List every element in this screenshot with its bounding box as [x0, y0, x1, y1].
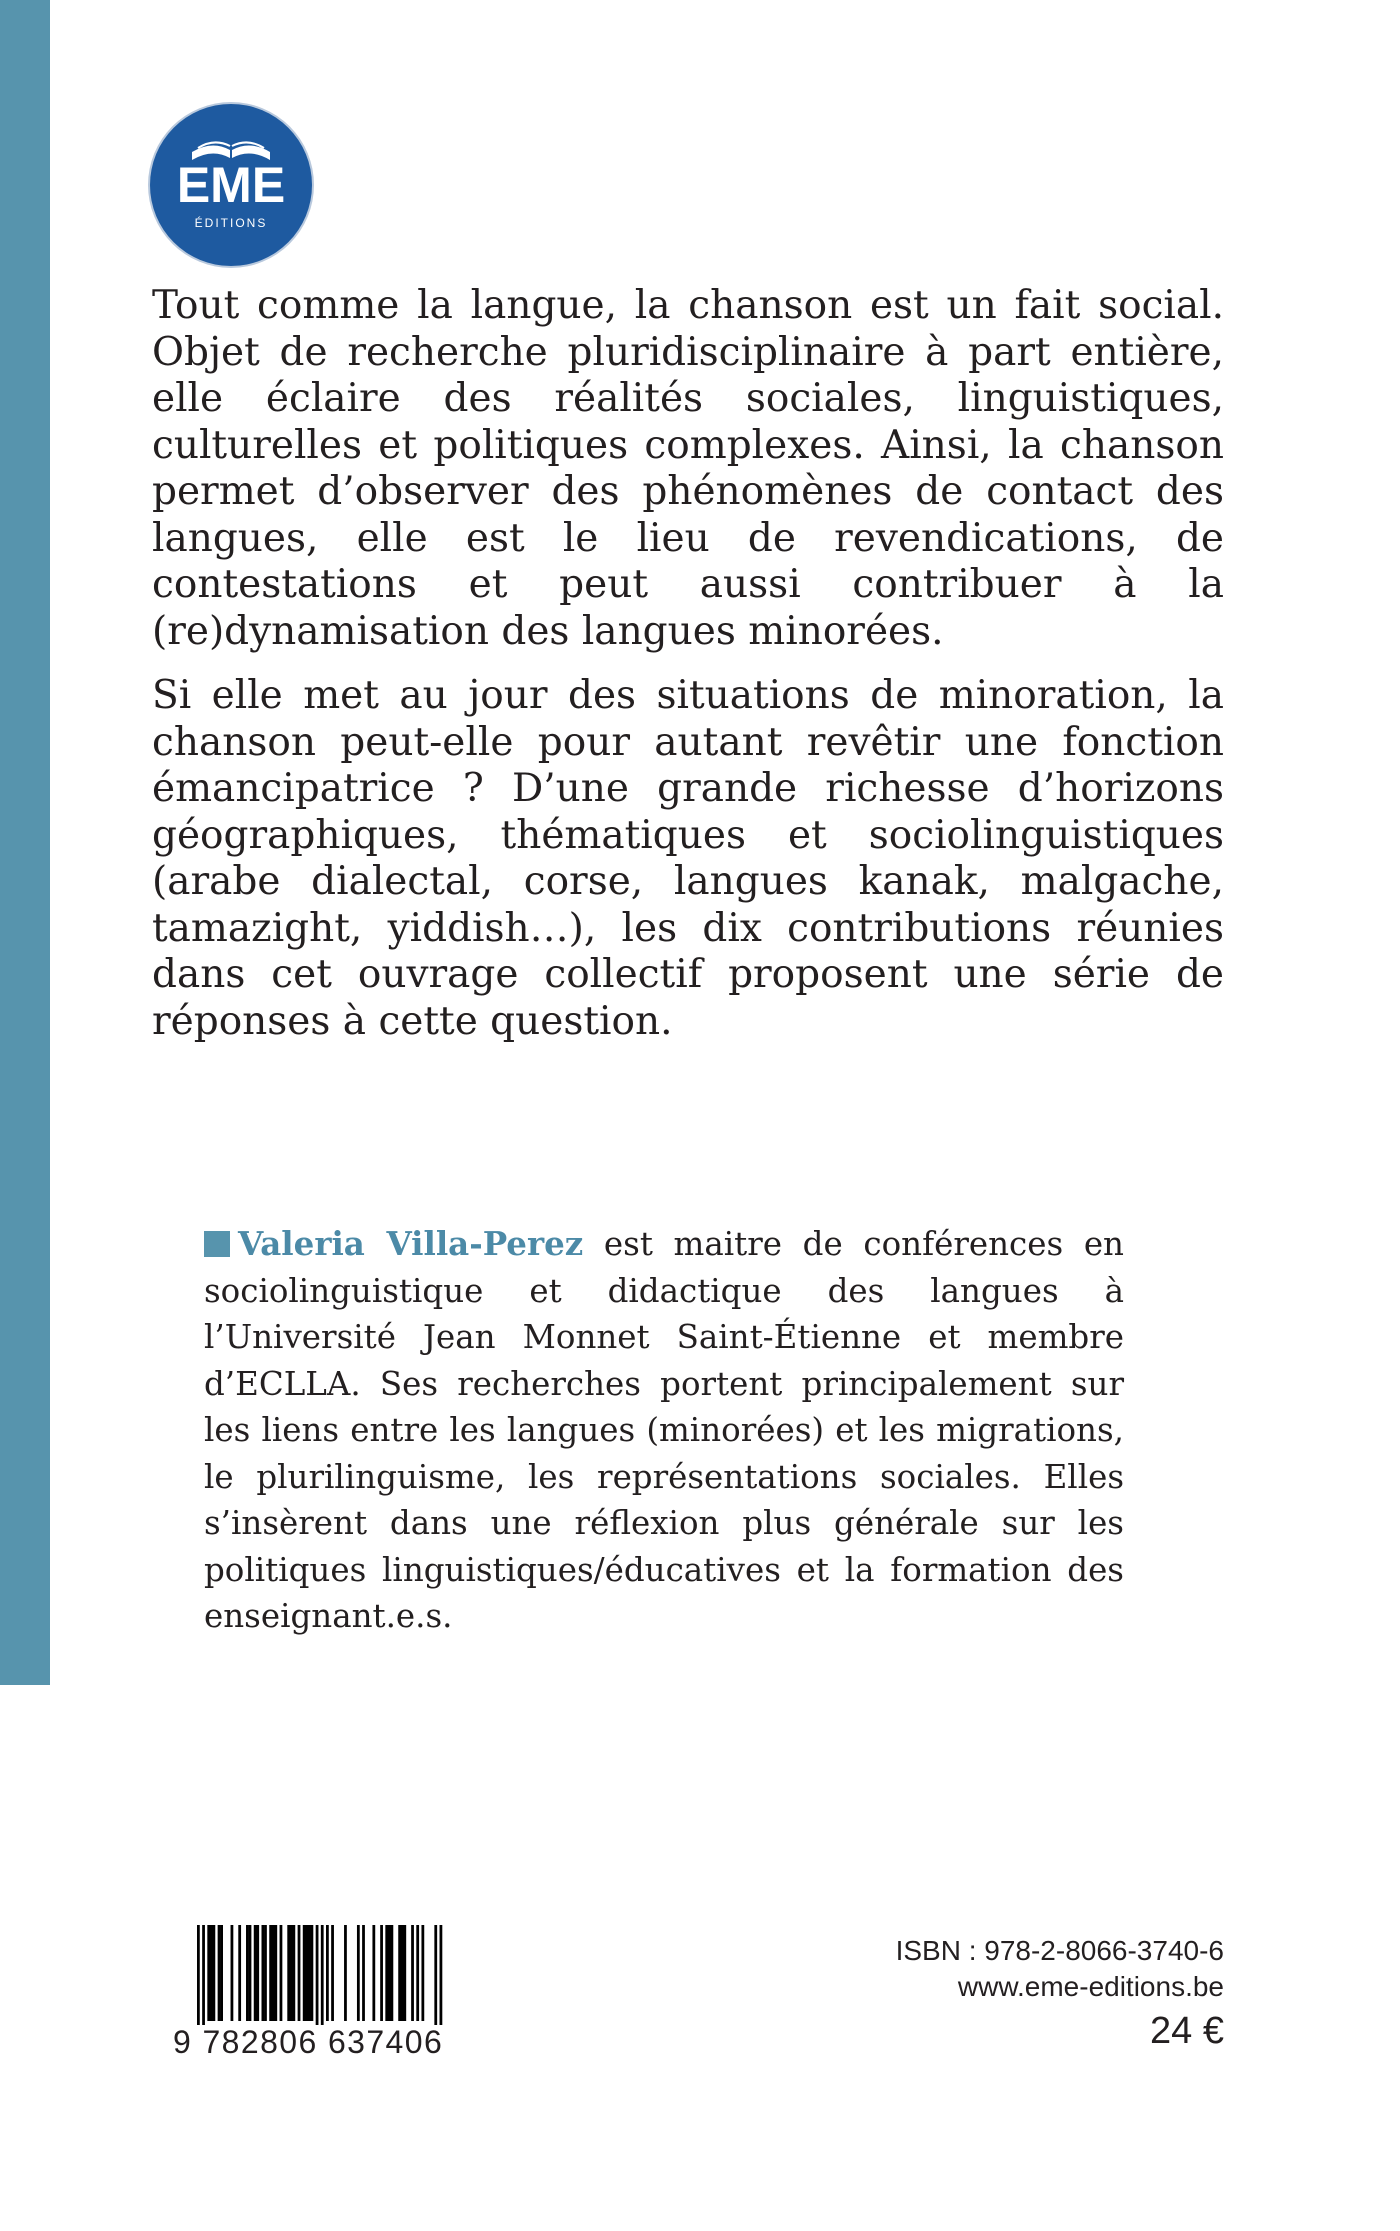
- barcode-bar: [401, 1925, 404, 2021]
- barcode-bar: [321, 1925, 324, 2033]
- barcode-bar: [331, 1925, 334, 2021]
- publisher-logo: [150, 104, 312, 266]
- barcode-bar: [254, 1925, 257, 2021]
- barcode-bar: [311, 1925, 314, 2021]
- barcode-bar: [292, 1925, 295, 2021]
- barcode-bar: [274, 1925, 277, 2021]
- barcode-bar: [238, 1925, 241, 2021]
- barcode-bar: [316, 1925, 319, 2033]
- logo-wordmark: EME: [176, 157, 286, 213]
- barcode-bar: [411, 1925, 414, 2021]
- back-cover-blurb: [152, 283, 1224, 1063]
- barcode-bar: [362, 1925, 365, 2021]
- barcode-bar: [344, 1925, 347, 2021]
- barcode-bar: [218, 1925, 221, 2021]
- barcode-bar: [256, 1925, 259, 2021]
- barcode: [173, 1925, 471, 2060]
- barcode-bar: [326, 1925, 329, 2021]
- author-bio: [204, 1221, 1124, 1640]
- barcode-bar: [398, 1925, 401, 2021]
- isbn-text: ISBN : 978-2-8066-3740-6: [895, 1935, 1224, 1966]
- barcode-bar: [197, 1925, 200, 2033]
- barcode-bar: [262, 1925, 265, 2021]
- barcode-bar: [391, 1925, 394, 2021]
- barcode-bar: [220, 1925, 223, 2021]
- barcode-bar: [231, 1925, 234, 2021]
- side-color-band: [0, 0, 50, 1685]
- price-text: 24 €: [1150, 2010, 1224, 2052]
- barcode-bar: [421, 1925, 424, 2021]
- logo-subtitle: ÉDITIONS: [194, 216, 268, 230]
- barcode-bar: [372, 1925, 375, 2021]
- barcode-bar: [290, 1925, 293, 2021]
- barcode-bar: [249, 1925, 252, 2021]
- bio-text: est maitre de conférences en sociolinguistique et didactique des langues à l’Université Jean Monnet Saint-Étienne et membre d’ECLLA. Ses recherches portent principalement sur les liens entre les langues (minorées) et les migrations, le plurilinguisme, les représentations sociales. Elles s’insèrent dans une réflexion plus générale sur les politiques linguistiques/éducatives et la formation des enseignant.e.s.: [204, 1225, 1124, 1635]
- barcode-bar: [210, 1925, 213, 2021]
- barcode-digits: 9 782806 637406: [173, 2025, 471, 2059]
- barcode-bar: [303, 1925, 306, 2021]
- barcode-bar: [246, 1925, 249, 2021]
- barcode-bar: [388, 1925, 391, 2021]
- barcode-bar: [272, 1925, 275, 2021]
- barcode-bar: [308, 1925, 311, 2021]
- blurb-paragraph-1: Tout comme la langue, la chanson est un fait social. Objet de recherche pluridisciplinaire à part entière, elle éclaire des réalités sociales, linguistiques, culturelles et politiques complexes. Ainsi, la chanson permet d’observer des phénomènes de contact des langues, elle est le lieu de revendications, de contestations et peut aussi contribuer à la (re)dynamisation des langues minorées.: [152, 283, 1224, 654]
- barcode-bar: [264, 1925, 267, 2021]
- barcode-bar: [287, 1925, 290, 2021]
- barcode-bar: [440, 1925, 443, 2033]
- barcode-bar: [202, 1925, 205, 2033]
- barcode-bar: [434, 1925, 437, 2033]
- author-name: Valeria Villa-Perez: [238, 1224, 584, 1263]
- barcode-bar: [357, 1925, 360, 2021]
- barcode-bar: [305, 1925, 308, 2021]
- barcode-bar: [280, 1925, 283, 2021]
- footer-info: [896, 1933, 1224, 2055]
- barcode-bar: [416, 1925, 419, 2021]
- barcode-bar: [380, 1925, 383, 2021]
- barcode-bar: [207, 1925, 210, 2021]
- barcode-bar: [269, 1925, 272, 2021]
- website-link[interactable]: www.eme-editions.be: [957, 1971, 1224, 2002]
- barcode-bar: [403, 1925, 406, 2021]
- barcode-bar: [212, 1925, 215, 2021]
- blurb-paragraph-2: Si elle met au jour des situations de minoration, la chanson peut-elle pour autant revêtir une fonction émancipatrice ? D’une grande richesse d’horizons géographiques, thématiques et sociolinguistiques (arabe dialectal, corse, langues kanak, malgache, tamazight, yiddish…), les dix contributions réunies dans cet ouvrage collectif proposent une série de réponses à cette question.: [152, 673, 1224, 1044]
- barcode-bars: [173, 1925, 471, 2033]
- barcode-bar: [385, 1925, 388, 2021]
- barcode-bar: [298, 1925, 301, 2021]
- bio-marker-square: [204, 1231, 230, 1257]
